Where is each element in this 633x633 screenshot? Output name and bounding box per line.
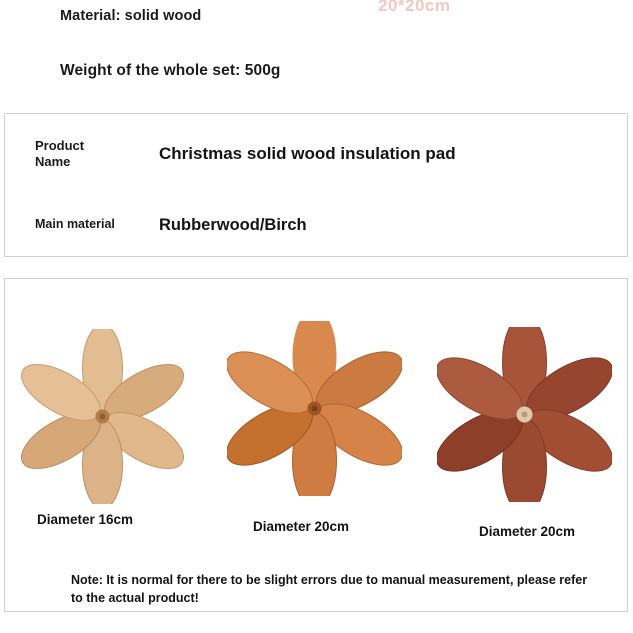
product-name-value: Christmas solid wood insulation pad [159, 144, 456, 164]
flower-images [5, 307, 627, 517]
flower-trivet-20cm-orange [227, 321, 402, 496]
caption-product-1: Diameter 16cm [37, 512, 134, 527]
main-material-value: Rubberwood/Birch [159, 215, 307, 234]
caption-product-2: Diameter 20cm [253, 519, 350, 534]
caption-product-3: Diameter 20cm [479, 524, 576, 539]
flower-trivet-20cm-dark [437, 327, 612, 502]
table-row [5, 114, 627, 194]
table-row [5, 194, 627, 256]
flower-trivet-16cm [15, 329, 190, 504]
material-line: Material: solid wood [60, 8, 202, 24]
spec-table [4, 113, 628, 257]
weight-line: Weight of the whole set: 500g [60, 62, 281, 79]
product-name-label: Product Name [35, 137, 85, 169]
faded-size-text: 20*20cm [378, 0, 451, 15]
product-image-panel [4, 278, 628, 612]
main-material-label: Main material [35, 217, 115, 232]
measurement-note: Note: It is normal for there to be slight errors due to manual measurement, please refer to the actual product! [71, 573, 588, 606]
top-specs-block [0, 0, 633, 80]
